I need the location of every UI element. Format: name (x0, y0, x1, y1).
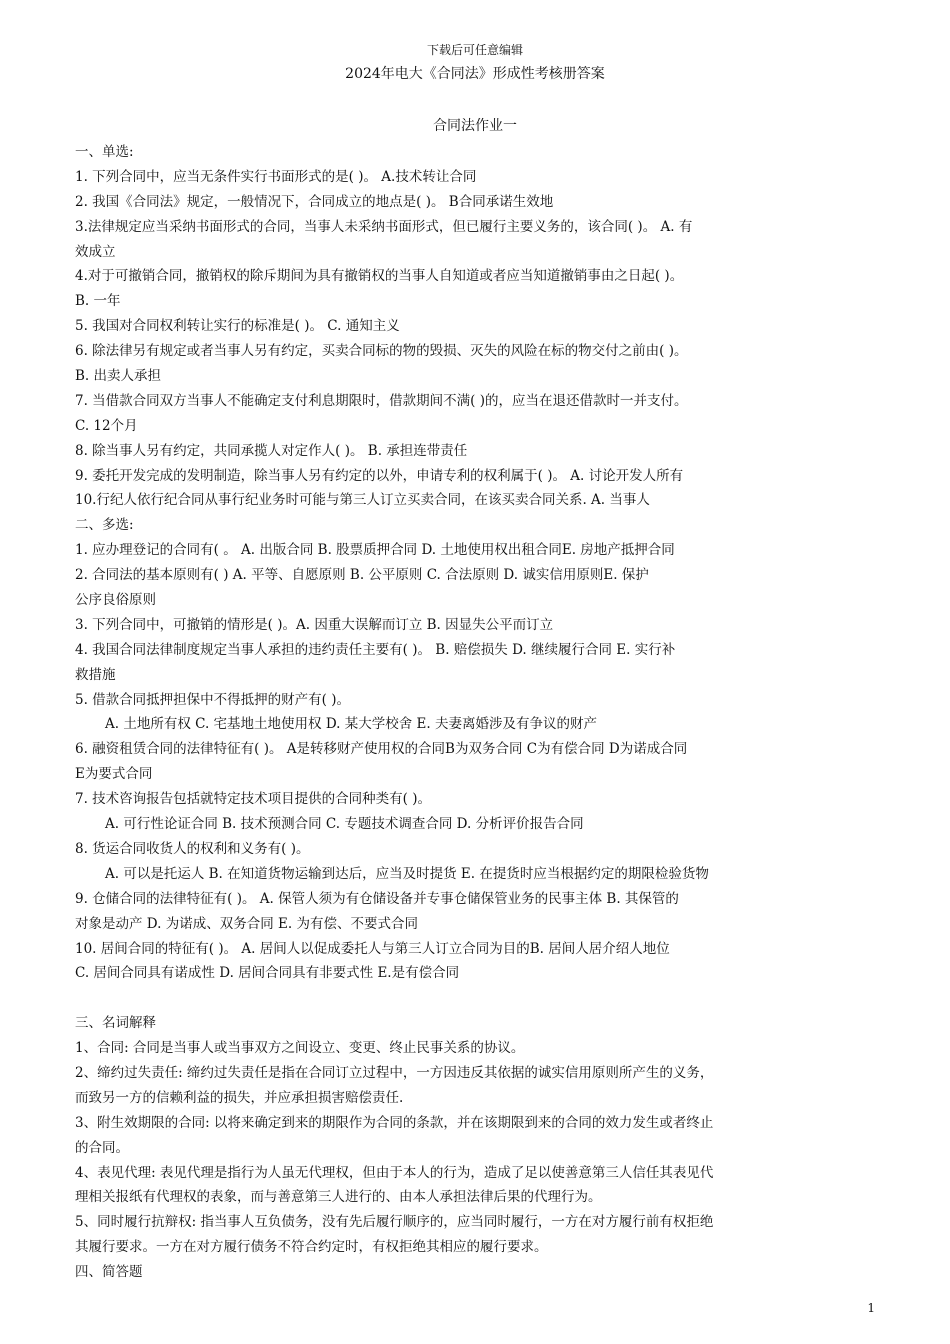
text-line: 而致另一方的信赖利益的损失，并应承担损害赔偿责任. (75, 1089, 404, 1106)
text-line: 2、缔约过失责任: 缔约过失责任是指在合同订立过程中，一方因违反其依据的诚实信用原则所产生的义务， (75, 1064, 714, 1081)
text-line: 5. 我国对合同权利转让实行的标准是( )。 C. 通知主义 (75, 318, 400, 335)
text-line: 的合同。 (75, 1139, 129, 1156)
text-line: B. 一年 (75, 293, 121, 310)
text-line: 5、同时履行抗辩权: 指当事人互负债务，没有先后履行顺序的，应当同时履行，一方在对方履行前有权拒绝 (75, 1214, 714, 1231)
text-line: 9. 仓储合同的法律特征有( )。 A. 保管人须为有仓储设备并专事仓储保管业务的民事主体 B. 其保管的 (75, 890, 679, 907)
text-line: 效成立 (75, 243, 116, 260)
text-line: 其履行要求。一方在对方履行债务不符合约定时，有权拒绝其相应的履行要求。 (75, 1239, 548, 1256)
text-line: 理相关报纸有代理权的表象，而与善意第三人进行的、由本人承担法律后果的代理行为。 (75, 1189, 602, 1206)
text-line: 6. 融资租赁合同的法律特征有( )。 A是转移财产使用权的合同B为双务合同 C为有偿合同 D为诺成合同 (75, 741, 688, 758)
text-line: 一、单选: (75, 144, 134, 160)
text-line: 2. 合同法的基本原则有( ) A. 平等、自愿原则 B. 公平原则 C. 合法原则 D. 诚实信用原则E. 保护 (75, 567, 649, 584)
text-line: B. 出卖人承担 (75, 368, 162, 385)
text-line: 5. 借款合同抵押担保中不得抵押的财产有( )。 (75, 691, 350, 708)
text-line: C. 居间合同具有诺成性 D. 居间合同具有非要式性 E.是有偿合同 (75, 965, 460, 982)
text-line: 9. 委托开发完成的发明制造，除当事人另有约定的以外，申请专利的权利属于( )。 A. 讨论开发人所有 (75, 467, 684, 484)
text-line: E为要式合同 (75, 766, 153, 783)
blank-line (75, 986, 875, 1011)
text-line: 8. 货运合同收货人的权利和义务有( )。 (75, 840, 310, 857)
text-line: 8. 除当事人另有约定，共同承揽人对定作人( )。 B. 承担连带责任 (75, 442, 468, 459)
text-line: 4. 我国合同法律制度规定当事人承担的违约责任主要有( )。 B. 赔偿损失 D. 继续履行合同 E. 实行补 (75, 641, 676, 658)
assignment-title: 合同法作业一 (433, 118, 517, 134)
text-line: 对象是动产 D. 为诺成、双务合同 E. 为有偿、不要式合同 (75, 915, 418, 932)
document-title: 2024年电大《合同法》形成性考核册答案 (345, 66, 605, 82)
page-number: 1 (867, 1301, 875, 1315)
text-line: 7. 当借款合同双方当事人不能确定支付利息期限时，借款期间不满( )的，应当在退还借款时一并支付。 (75, 392, 688, 409)
text-line: 1、合同: 合同是当事人或当事双方之间设立、变更、终止民事关系的协议。 (75, 1040, 525, 1057)
text-line: 4.对于可撤销合同，撤销权的除斥期间为具有撤销权的当事人自知道或者应当知道撤销事由之日起( )。 (75, 268, 684, 285)
text-line: A. 可行性论证合同 B. 技术预测合同 C. 专题技术调查合同 D. 分析评价报告合同 (105, 816, 584, 833)
text-line: 3.法律规定应当采纳书面形式的合同，当事人未采纳书面形式，但已履行主要义务的，该合同( )。 A. 有 (75, 218, 693, 235)
text-line: 二、多选: (75, 517, 134, 534)
text-line: 4、表见代理: 表见代理是指行为人虽无代理权，但由于本人的行为，造成了足以使善意第三人信任其表见代 (75, 1164, 714, 1181)
text-line: 6. 除法律另有规定或者当事人另有约定，买卖合同标的物的毁损、灭失的风险在标的物交付之前由( )。 (75, 343, 688, 360)
text-line: 2. 我国《合同法》规定，一般情况下，合同成立的地点是( )。 B合同承诺生效地 (75, 193, 554, 210)
text-line: 三、名词解释 (75, 1015, 156, 1032)
text-line: 四、简答题 (75, 1264, 143, 1281)
header-note: 下载后可任意编辑 (426, 43, 523, 57)
text-line: 3、附生效期限的合同: 以将来确定到来的期限作为合同的条款，并在该期限到来的合同的效力发生或者终止 (75, 1114, 714, 1131)
text-line: 救措施 (75, 666, 116, 683)
text-line: C. 12个月 (75, 417, 138, 434)
document-body (75, 140, 875, 1285)
text-line: 1. 下列合同中，应当无条件实行书面形式的是( )。 A.技术转让合同 (75, 168, 477, 185)
text-line: 7. 技术咨询报告包括就特定技术项目提供的合同种类有( )。 (75, 791, 431, 808)
text-line: A. 土地所有权 C. 宅基地土地使用权 D. 某大学校舍 E. 夫妻离婚涉及有争议的财产 (105, 716, 597, 733)
text-line: 1. 应办理登记的合同有( 。 A. 出版合同 B. 股票质押合同 D. 土地使用权出租合同E. 房地产抵押合同 (75, 542, 675, 559)
text-line: A. 可以是托运人 B. 在知道货物运输到达后，应当及时提货 E. 在提货时应当根据约定的期限检验货物 (105, 865, 709, 882)
text-line: 公序良俗原则 (75, 592, 156, 609)
text-line: 3. 下列合同中，可撤销的情形是( )。A. 因重大误解而订立 B. 因显失公平而订立 (75, 616, 554, 633)
text-line: 10. 居间合同的特征有( )。 A. 居间人以促成委托人与第三人订立合同为目的B. 居间人居介绍人地位 (75, 940, 670, 957)
text-line: 10.行纪人依行纪合同从事行纪业务时可能与第三人订立买卖合同，在该买卖合同关系. A. 当事人 (75, 492, 650, 509)
